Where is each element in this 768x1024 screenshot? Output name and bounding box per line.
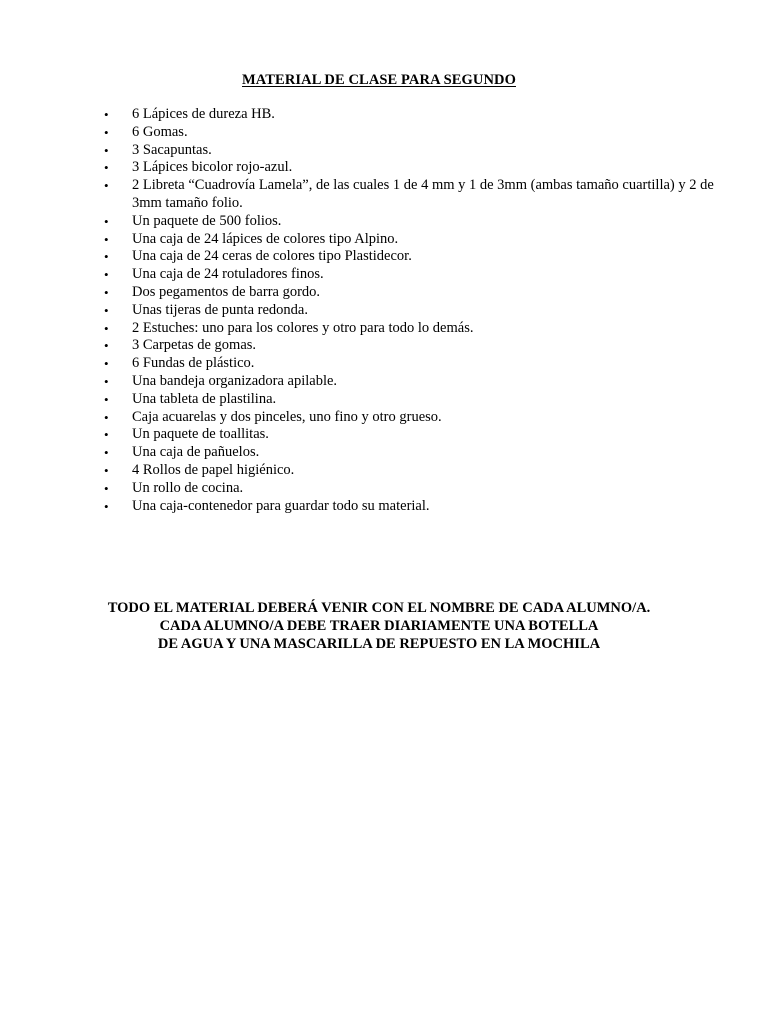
list-item-text: 3 Carpetas de gomas. xyxy=(132,337,257,354)
footer-line-1: TODO EL MATERIAL DEBERÁ VENIR CON EL NOMBRE DE CADA ALUMNO/A. xyxy=(107,600,651,616)
list-item-text: Caja acuarelas y dos pinceles, uno fino y otro grueso. xyxy=(132,408,442,425)
list-item xyxy=(104,177,744,213)
list-item-text: 3 Sacapuntas. xyxy=(132,141,212,158)
bullet-icon: • xyxy=(104,213,109,229)
list-item-text: 6 Gomas. xyxy=(132,123,188,140)
list-item-text: Una caja de 24 lápices de colores tipo Alpino. xyxy=(132,230,399,247)
list-item-text: Una bandeja organizadora apilable. xyxy=(132,372,338,389)
bullet-icon: • xyxy=(104,178,109,194)
list-item xyxy=(104,320,744,338)
list-item-text: 2 Libreta “Cuadrovía Lamela”, de las cuales 1 de 4 mm y 1 de 3mm (ambas tamaño cuartilla) y 2 de 3mm tamaño folio. xyxy=(132,177,714,211)
list-item xyxy=(104,498,744,516)
footer-line-2: CADA ALUMNO/A DEBE TRAER DIARIAMENTE UNA BOTELLA xyxy=(159,618,599,634)
list-item-text: Una caja de pañuelos. xyxy=(132,444,260,461)
list-item xyxy=(104,373,744,391)
list-item xyxy=(104,480,744,498)
footer-line-3: DE AGUA Y UNA MASCARILLA DE REPUESTO EN LA MOCHILA xyxy=(157,636,601,652)
list-item-text: Dos pegamentos de barra gordo. xyxy=(132,283,321,300)
bullet-icon: • xyxy=(104,427,109,443)
bullet-icon: • xyxy=(104,124,109,140)
list-item-text: Unas tijeras de punta redonda. xyxy=(132,301,308,318)
list-item xyxy=(104,462,744,480)
list-item xyxy=(104,284,744,302)
bullet-icon: • xyxy=(104,391,109,407)
list-item xyxy=(104,248,744,266)
list-item-text: 6 Lápices de dureza HB. xyxy=(132,106,275,122)
list-item-text: Un paquete de 500 folios. xyxy=(132,212,282,229)
list-item xyxy=(104,391,744,409)
bullet-icon: • xyxy=(104,462,109,478)
list-item-text: Un rollo de cocina. xyxy=(132,479,244,496)
bullet-icon: • xyxy=(104,231,109,247)
list-item xyxy=(104,124,744,142)
list-item xyxy=(104,213,744,231)
bullet-icon: • xyxy=(104,249,109,265)
list-item-text: Un paquete de toallitas. xyxy=(132,426,269,443)
bullet-icon: • xyxy=(104,373,109,389)
list-item xyxy=(104,159,744,177)
bullet-icon: • xyxy=(104,480,109,496)
list-item-text: Una caja de 24 rotuladores finos. xyxy=(132,266,324,283)
supply-list xyxy=(104,106,744,515)
bullet-icon: • xyxy=(104,160,109,176)
list-item-text: 4 Rollos de papel higiénico. xyxy=(132,461,295,478)
bullet-icon: • xyxy=(104,142,109,158)
list-item xyxy=(104,231,744,249)
list-item xyxy=(104,106,744,124)
list-item xyxy=(104,337,744,355)
list-item-text: 2 Estuches: uno para los colores y otro para todo lo demás. xyxy=(132,319,474,336)
bullet-icon: • xyxy=(104,107,109,122)
list-item xyxy=(104,266,744,284)
bullet-icon: • xyxy=(104,320,109,336)
footer-notice xyxy=(0,599,758,653)
bullet-icon: • xyxy=(104,338,109,354)
list-item xyxy=(104,355,744,373)
bullet-icon: • xyxy=(104,302,109,318)
list-item-text: Una tableta de plastilina. xyxy=(132,390,277,407)
list-item xyxy=(104,426,744,444)
bullet-icon: • xyxy=(104,498,109,514)
list-item-text: 6 Fundas de plástico. xyxy=(132,355,255,372)
list-item-text: Una caja-contenedor para guardar todo su material. xyxy=(132,497,430,514)
list-item-text: Una caja de 24 ceras de colores tipo Plastidecor. xyxy=(132,248,412,265)
list-item-text: 3 Lápices bicolor rojo-azul. xyxy=(132,159,293,176)
list-item xyxy=(104,142,744,160)
document-title: MATERIAL DE CLASE PARA SEGUNDO xyxy=(242,72,516,88)
list-item xyxy=(104,302,744,320)
list-item xyxy=(104,409,744,427)
bullet-icon: • xyxy=(104,267,109,283)
list-item xyxy=(104,444,744,462)
bullet-icon: • xyxy=(104,445,109,461)
bullet-icon: • xyxy=(104,284,109,300)
bullet-icon: • xyxy=(104,356,109,372)
bullet-icon: • xyxy=(104,409,109,425)
